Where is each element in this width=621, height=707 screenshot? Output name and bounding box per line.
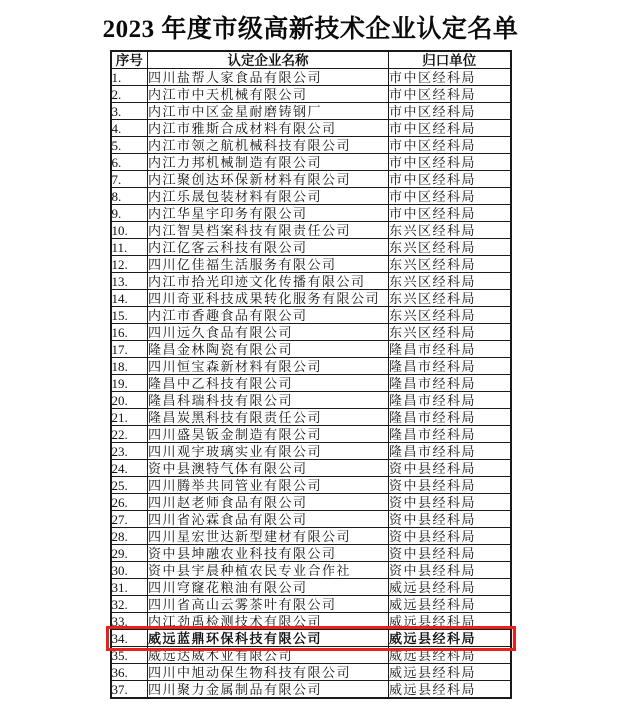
table-row: [111, 409, 511, 426]
company-name: 四川聚力金属制品有限公司: [148, 681, 389, 699]
header-cell-no: 序号: [111, 51, 148, 69]
header-row: [111, 51, 511, 69]
company-name: 内江市领之航机械科技有限公司: [148, 137, 389, 154]
row-number: 19.: [111, 375, 148, 392]
row-number: 12.: [111, 256, 148, 273]
company-name: 内江华星宇印务有限公司: [148, 205, 389, 222]
company-name: 内江聚创达环保新材料有限公司: [148, 171, 389, 188]
row-number: 33.: [111, 613, 148, 630]
unit-name: 资中县经科局: [389, 528, 511, 545]
row-number: 37.: [111, 681, 148, 699]
row-number: 11.: [111, 239, 148, 256]
unit-name: 市中区经科局: [389, 137, 511, 154]
table-body: [111, 69, 511, 699]
table-row: [111, 545, 511, 562]
company-name: 四川观宇玻璃实业有限公司: [148, 443, 389, 460]
table-row: [111, 460, 511, 477]
company-name: 隆昌金林陶瓷有限公司: [148, 341, 389, 358]
row-number: 2.: [111, 86, 148, 103]
unit-name: 隆昌市经科局: [389, 443, 511, 460]
company-name: 内江亿客云科技有限公司: [148, 239, 389, 256]
table-row: [111, 630, 511, 647]
table-row: [111, 256, 511, 273]
row-number: 6.: [111, 154, 148, 171]
unit-name: 市中区经科局: [389, 205, 511, 222]
company-name: 资中县坤融农业科技有限公司: [148, 545, 389, 562]
company-name: 内江市香趣食品有限公司: [148, 307, 389, 324]
table-row: [111, 171, 511, 188]
row-number: 36.: [111, 664, 148, 681]
unit-name: 威远县经科局: [389, 579, 511, 596]
row-number: 16.: [111, 324, 148, 341]
table-row: [111, 681, 511, 699]
unit-name: 东兴区经科局: [389, 324, 511, 341]
table-row: [111, 426, 511, 443]
company-name: 内江劲禹检测技术有限公司: [148, 613, 389, 630]
row-number: 13.: [111, 273, 148, 290]
row-number: 9.: [111, 205, 148, 222]
company-name: 威远达威木业有限公司: [148, 647, 389, 664]
table-row: [111, 511, 511, 528]
company-name: 四川省高山云雾茶叶有限公司: [148, 596, 389, 613]
company-name: 四川盐帮人家食品有限公司: [148, 69, 389, 86]
unit-name: 威远县经科局: [389, 681, 511, 699]
unit-name: 东兴区经科局: [389, 307, 511, 324]
table-row: [111, 188, 511, 205]
row-number: 18.: [111, 358, 148, 375]
unit-name: 隆昌市经科局: [389, 409, 511, 426]
company-name: 隆昌中乙科技有限公司: [148, 375, 389, 392]
unit-name: 资中县经科局: [389, 477, 511, 494]
row-number: 17.: [111, 341, 148, 358]
unit-name: 资中县经科局: [389, 460, 511, 477]
company-name: 内江市雅斯合成材料有限公司: [148, 120, 389, 137]
unit-name: 资中县经科局: [389, 545, 511, 562]
unit-name: 隆昌市经科局: [389, 392, 511, 409]
table-row: [111, 307, 511, 324]
table-row: [111, 120, 511, 137]
unit-name: 威远县经科局: [389, 647, 511, 664]
unit-name: 市中区经科局: [389, 188, 511, 205]
row-number: 5.: [111, 137, 148, 154]
row-number: 28.: [111, 528, 148, 545]
company-name: 四川亿佳福生活服务有限公司: [148, 256, 389, 273]
company-name: 隆昌科瑞科技有限公司: [148, 392, 389, 409]
company-name: 隆昌炭黑科技有限责任公司: [148, 409, 389, 426]
unit-name: 东兴区经科局: [389, 239, 511, 256]
table-row: [111, 69, 511, 86]
row-number: 10.: [111, 222, 148, 239]
table-row: [111, 477, 511, 494]
company-name: 内江市中天机械有限公司: [148, 86, 389, 103]
row-number: 34.: [111, 630, 148, 647]
company-name: 内江市拾光印迹文化传播有限公司: [148, 273, 389, 290]
company-name: 内江乐晟包装材料有限公司: [148, 188, 389, 205]
unit-name: 东兴区经科局: [389, 273, 511, 290]
table-row: [111, 392, 511, 409]
header-cell-unit: 归口单位: [389, 51, 511, 69]
company-name: 四川赵老师食品有限公司: [148, 494, 389, 511]
row-number: 29.: [111, 545, 148, 562]
table-row: [111, 443, 511, 460]
company-name: 内江智昊档案科技有限责任公司: [148, 222, 389, 239]
row-number: 31.: [111, 579, 148, 596]
unit-name: 资中县经科局: [389, 494, 511, 511]
company-name: 威远蓝鼎环保科技有限公司: [148, 630, 389, 647]
unit-name: 资中县经科局: [389, 511, 511, 528]
company-name: 四川远久食品有限公司: [148, 324, 389, 341]
unit-name: 资中县经科局: [389, 562, 511, 579]
row-number: 7.: [111, 171, 148, 188]
table-row: [111, 222, 511, 239]
row-number: 3.: [111, 103, 148, 120]
unit-name: 隆昌市经科局: [389, 375, 511, 392]
unit-name: 市中区经科局: [389, 171, 511, 188]
unit-name: 东兴区经科局: [389, 222, 511, 239]
table-row: [111, 647, 511, 664]
table-row: [111, 664, 511, 681]
table-row: [111, 562, 511, 579]
row-number: 32.: [111, 596, 148, 613]
table-row: [111, 528, 511, 545]
unit-name: 隆昌市经科局: [389, 341, 511, 358]
table-row: [111, 103, 511, 120]
unit-name: 隆昌市经科局: [389, 426, 511, 443]
row-number: 25.: [111, 477, 148, 494]
table-row: [111, 137, 511, 154]
company-name: 四川腾举共同管业有限公司: [148, 477, 389, 494]
company-name: 内江力邦机械制造有限公司: [148, 154, 389, 171]
company-name: 四川穹窿花粮油有限公司: [148, 579, 389, 596]
table-row: [111, 358, 511, 375]
unit-name: 市中区经科局: [389, 103, 511, 120]
company-name: 四川中旭动保生物科技有限公司: [148, 664, 389, 681]
table-header: [111, 51, 511, 69]
company-name: 四川省沁霖食品有限公司: [148, 511, 389, 528]
enterprise-table: [110, 50, 512, 699]
company-name: 四川恒宝森新材料有限公司: [148, 358, 389, 375]
table-row: [111, 596, 511, 613]
unit-name: 市中区经科局: [389, 69, 511, 86]
table-row: [111, 324, 511, 341]
unit-name: 东兴区经科局: [389, 290, 511, 307]
company-name: 四川星宏世达新型建材有限公司: [148, 528, 389, 545]
company-name: 资中县澳特气体有限公司: [148, 460, 389, 477]
row-number: 21.: [111, 409, 148, 426]
row-number: 24.: [111, 460, 148, 477]
table-row: [111, 494, 511, 511]
company-name: 内江市中区金星耐磨铸钢厂: [148, 103, 389, 120]
table-row: [111, 205, 511, 222]
table-row: [111, 154, 511, 171]
table-row: [111, 273, 511, 290]
table-row: [111, 375, 511, 392]
table-row: [111, 290, 511, 307]
row-number: 20.: [111, 392, 148, 409]
company-name: 四川奇亚科技成果转化服务有限公司: [148, 290, 389, 307]
unit-name: 威远县经科局: [389, 596, 511, 613]
row-number: 27.: [111, 511, 148, 528]
unit-name: 威远县经科局: [389, 630, 511, 647]
table-row: [111, 579, 511, 596]
row-number: 22.: [111, 426, 148, 443]
row-number: 4.: [111, 120, 148, 137]
row-number: 1.: [111, 69, 148, 86]
table-row: [111, 613, 511, 630]
row-number: 15.: [111, 307, 148, 324]
unit-name: 东兴区经科局: [389, 256, 511, 273]
company-name: 资中县宇晨种植农民专业合作社: [148, 562, 389, 579]
unit-name: 市中区经科局: [389, 154, 511, 171]
table-row: [111, 341, 511, 358]
row-number: 26.: [111, 494, 148, 511]
table-row: [111, 239, 511, 256]
row-number: 14.: [111, 290, 148, 307]
unit-name: 市中区经科局: [389, 120, 511, 137]
unit-name: 隆昌市经科局: [389, 358, 511, 375]
unit-name: 威远县经科局: [389, 613, 511, 630]
unit-name: 威远县经科局: [389, 664, 511, 681]
page-title: 2023 年度市级高新技术企业认定名单: [102, 16, 519, 43]
table-row: [111, 86, 511, 103]
row-number: 30.: [111, 562, 148, 579]
header-cell-name: 认定企业名称: [148, 51, 389, 69]
row-number: 8.: [111, 188, 148, 205]
unit-name: 市中区经科局: [389, 86, 511, 103]
row-number: 23.: [111, 443, 148, 460]
company-name: 四川盛昊钣金制造有限公司: [148, 426, 389, 443]
row-number: 35.: [111, 647, 148, 664]
